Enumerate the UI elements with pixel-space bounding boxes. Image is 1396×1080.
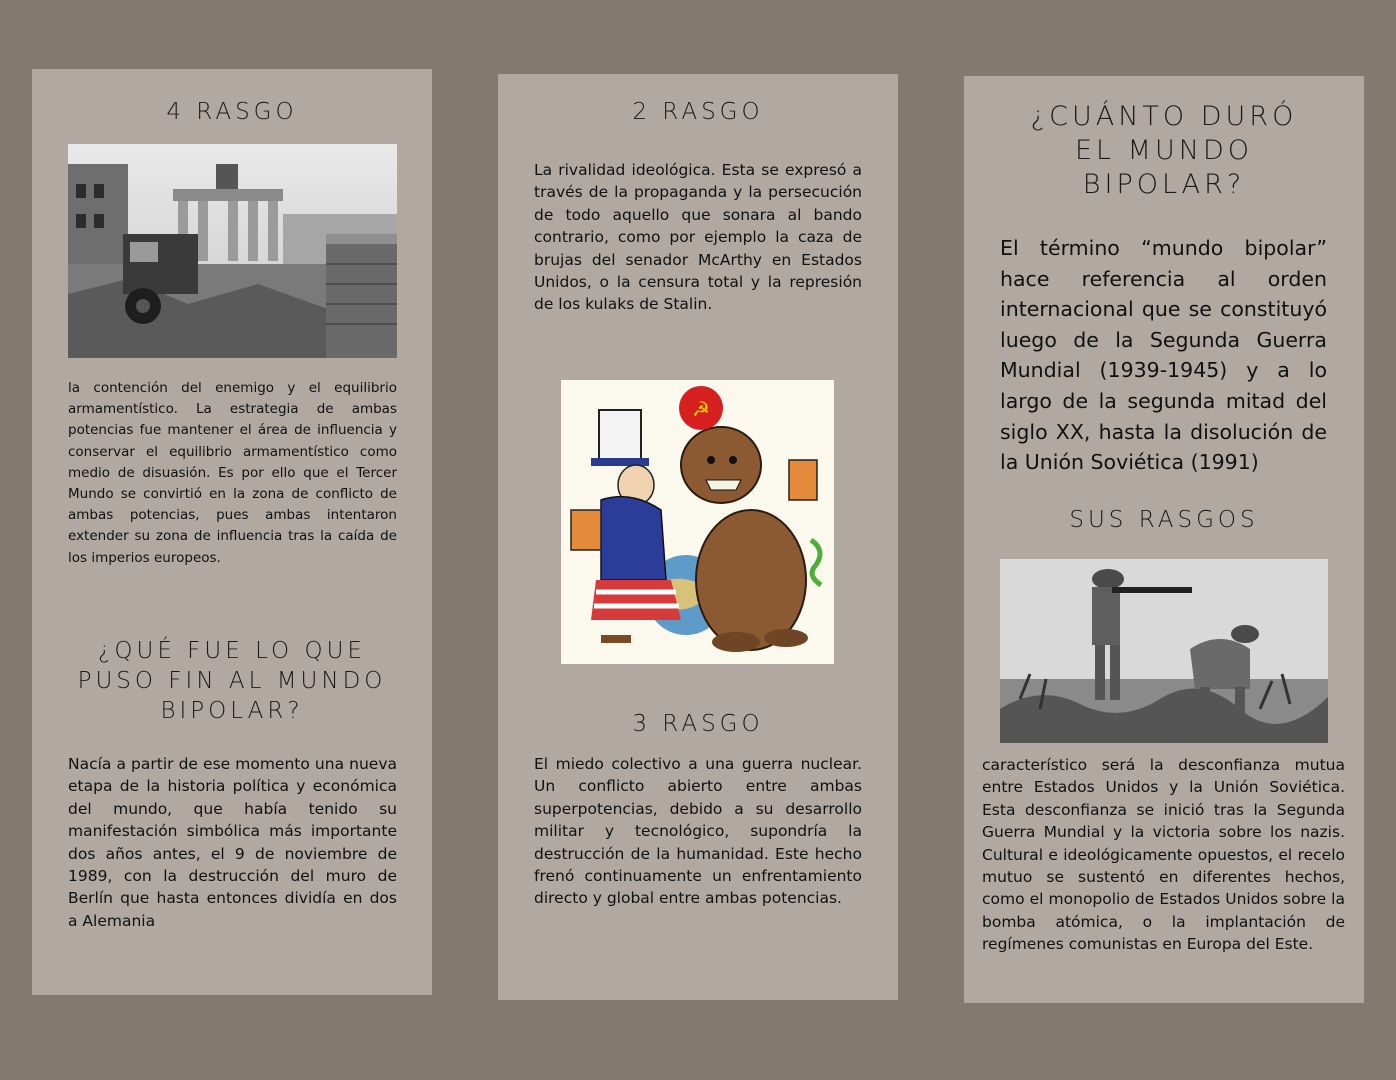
soldiers-photo	[1000, 559, 1328, 743]
paragraph-nuclear-fear: El miedo colectivo a una guerra nuclear. Un conflicto abierto entre ambas superpotencias, debido a su desarrollo militar y tecnológico, supondría la destrucción de la humanidad. Este hecho frenó continuamente un enfrentamiento directo y global entre ambas potencias.	[534, 755, 862, 908]
heading-end-bipolar: ¿QUÉ FUE LO QUE PUSO FIN AL MUNDO BIPOLAR?	[77, 638, 387, 724]
uncle-sam-bear-cartoon	[561, 380, 834, 664]
heading-4-rasgo: 4 RASGO	[166, 99, 298, 125]
panel-middle	[498, 74, 898, 1000]
paragraph-mutual-distrust: característico será la desconfianza mutua entre Estados Unidos y la Unión Soviética. Esta desconfianza se inició tras la Segunda Guerra Mundial y la victoria sobre los nazis. Cultural e ideológicamente opuestos, el recelo mutuo se sustentó en diferentes hechos, como el monopolio de Estados Unidos sobre la bomba atómica, o la implantación de regímenes comunistas en Europa del Este.	[982, 756, 1345, 954]
heading-how-long: ¿CUÁNTO DURÓ EL MUNDO BIPOLAR?	[1030, 101, 1298, 200]
heading-sus-rasgos: SUS RASGOS	[1069, 507, 1259, 533]
panel-left	[32, 69, 432, 995]
heading-3-rasgo: 3 RASGO	[632, 711, 764, 737]
paragraph-containment: la contención del enemigo y el equilibrio armamentístico. La estrategia de ambas potencias fue mantener el área de influencia y conservar el equilibrio armamentístico como medio de disuasión. Es por ello que el Tercer Mundo se convirtió en la zona de conflicto de ambas potencias, pues ambas intentaron extender su zona de influencia tras la caída de los imperios europeos.	[68, 380, 397, 566]
paragraph-ideological-rivalry: La rivalidad ideológica. Esta se expresó a través de la propaganda y la persecución de todo aquello que sonara al bando contrario, como por ejemplo la caza de brujas del senador McArthy en Estados Unidos, o la censura total y la represión de los kulaks de Stalin.	[534, 161, 862, 314]
paragraph-bipolar-definition: El término “mundo bipolar” hace referencia al orden internacional que se constituyó luego de la Segunda Guerra Mundial (1939-1945) y a lo largo de la segunda mitad del siglo XX, hasta la disolución de la Unión Soviética (1991)	[1000, 236, 1327, 475]
svg-text:☭: ☭	[692, 397, 710, 421]
paragraph-berlin-wall: Nacía a partir de ese momento una nueva etapa de la historia política y económica del mundo, que había tenido su manifestación simbólica más importante dos años antes, el 9 de noviembre de 1989, con la destrucción del muro de Berlín que hasta entonces dividía en dos a Alemania	[68, 755, 397, 930]
panel-right	[964, 76, 1364, 1003]
heading-2-rasgo: 2 RASGO	[632, 99, 764, 125]
berlin-ruins-photo	[68, 144, 397, 358]
